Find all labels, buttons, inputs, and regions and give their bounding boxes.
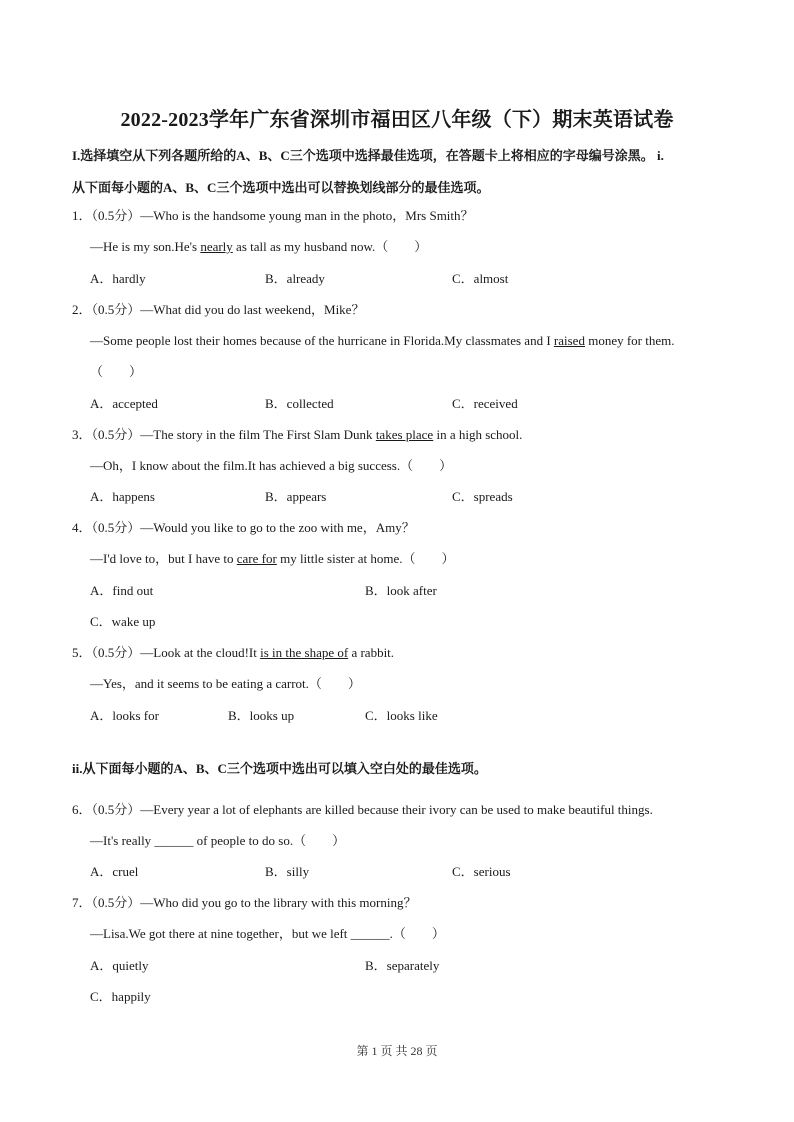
question-5-option-c[interactable]: C．looks like xyxy=(365,708,438,723)
question-2-reply xyxy=(90,332,750,350)
underlined-phrase: is in the shape of xyxy=(260,645,349,660)
question-5-option-a[interactable]: A．looks for xyxy=(90,708,159,723)
question-7-option-a[interactable]: A．quietly xyxy=(90,958,149,973)
question-4-option-c[interactable]: C．wake up xyxy=(90,614,156,629)
question-6-option-a[interactable]: A．cruel xyxy=(90,864,139,879)
question-6-prompt: 6．（0.5分）—Every year a lot of elephants are killed because their ivory can be used to make beautiful things. xyxy=(72,802,653,817)
section-ii-heading: ii.从下面每小题的A、B、C三个选项中选出可以填入空白处的最佳选项。 xyxy=(72,761,487,776)
question-7-option-c[interactable]: C．happily xyxy=(90,989,151,1004)
question-7-reply: —Lisa.We got there at nine together，but we left ______.（ ） xyxy=(90,926,445,941)
underlined-phrase: takes place xyxy=(375,427,434,442)
section-i-heading xyxy=(72,140,732,204)
question-1-option-a[interactable]: A．hardly xyxy=(90,271,146,286)
question-2-option-a[interactable]: A．accepted xyxy=(90,396,158,411)
question-6-reply: —It's really ______ of people to do so.（ ） xyxy=(90,833,346,848)
question-3-option-c[interactable]: C．spreads xyxy=(452,489,513,504)
question-4-reply xyxy=(90,550,750,568)
question-4-option-a[interactable]: A．find out xyxy=(90,583,154,598)
question-3-option-a[interactable]: A．happens xyxy=(90,489,155,504)
underlined-phrase: care for xyxy=(236,551,277,566)
page-footer: 第 1 页 共 28 页 xyxy=(356,1044,438,1058)
question-4-option-b[interactable]: B．look after xyxy=(365,583,437,598)
question-4-prompt: 4．（0.5分）—Would you like to go to the zoo with me，Amy？ xyxy=(72,520,415,535)
question-1-option-c[interactable]: C．almost xyxy=(452,271,509,286)
text: —I'd love to，but I have to xyxy=(90,551,237,566)
text: money for them. xyxy=(584,333,675,348)
question-2-prompt: 2．（0.5分）—What did you do last weekend，Mike？ xyxy=(72,302,365,317)
question-1-reply xyxy=(90,238,750,256)
question-3-prompt xyxy=(72,426,732,444)
question-2-option-b[interactable]: B．collected xyxy=(265,396,334,411)
text: as tall as my husband now.（ ） xyxy=(232,239,428,254)
section-i-heading-line1: I.选择填空从下列各题所给的A、B、C三个选项中选择最佳选项，在答题卡上将相应的字母编号涂黑。 i. xyxy=(72,148,664,163)
question-7-prompt: 7．（0.5分）—Who did you go to the library with this morning？ xyxy=(72,895,417,910)
text: my little sister at home.（ ） xyxy=(276,551,455,566)
question-7-option-b[interactable]: B．separately xyxy=(365,958,440,973)
text: 5．（0.5分）—Look at the cloud!It xyxy=(72,645,261,660)
question-6-option-c[interactable]: C．serious xyxy=(452,864,511,879)
section-i-heading-line2: 从下面每小题的A、B、C三个选项中选出可以替换划线部分的最佳选项。 xyxy=(72,180,490,195)
page-title: 2022-2023学年广东省深圳市福田区八年级（下）期末英语试卷 xyxy=(120,109,674,131)
question-5-option-b[interactable]: B．looks up xyxy=(228,708,295,723)
question-2-option-c[interactable]: C．received xyxy=(452,396,518,411)
text: —Some people lost their homes because of the hurricane in Florida.My classmates and I xyxy=(90,333,554,348)
question-5-reply: —Yes，and it seems to be eating a carrot.（ ） xyxy=(90,676,361,691)
question-1-option-b[interactable]: B．already xyxy=(265,271,325,286)
question-6-option-b[interactable]: B．silly xyxy=(265,864,310,879)
question-3-reply: —Oh，I know about the film.It has achieved a big success.（ ） xyxy=(90,458,453,473)
text: —He is my son.He's xyxy=(90,239,201,254)
text: in a high school. xyxy=(433,427,523,442)
question-5-prompt xyxy=(72,644,732,662)
question-2-paren: （ ） xyxy=(90,364,143,379)
underlined-phrase: raised xyxy=(553,333,585,348)
text: 3．（0.5分）—The story in the film The First Slam Dunk xyxy=(72,427,376,442)
question-1-prompt: 1．（0.5分）—Who is the handsome young man in the photo，Mrs Smith？ xyxy=(72,208,474,223)
text: a rabbit. xyxy=(348,645,395,660)
question-3-option-b[interactable]: B．appears xyxy=(265,489,327,504)
underlined-phrase: nearly xyxy=(200,239,233,254)
